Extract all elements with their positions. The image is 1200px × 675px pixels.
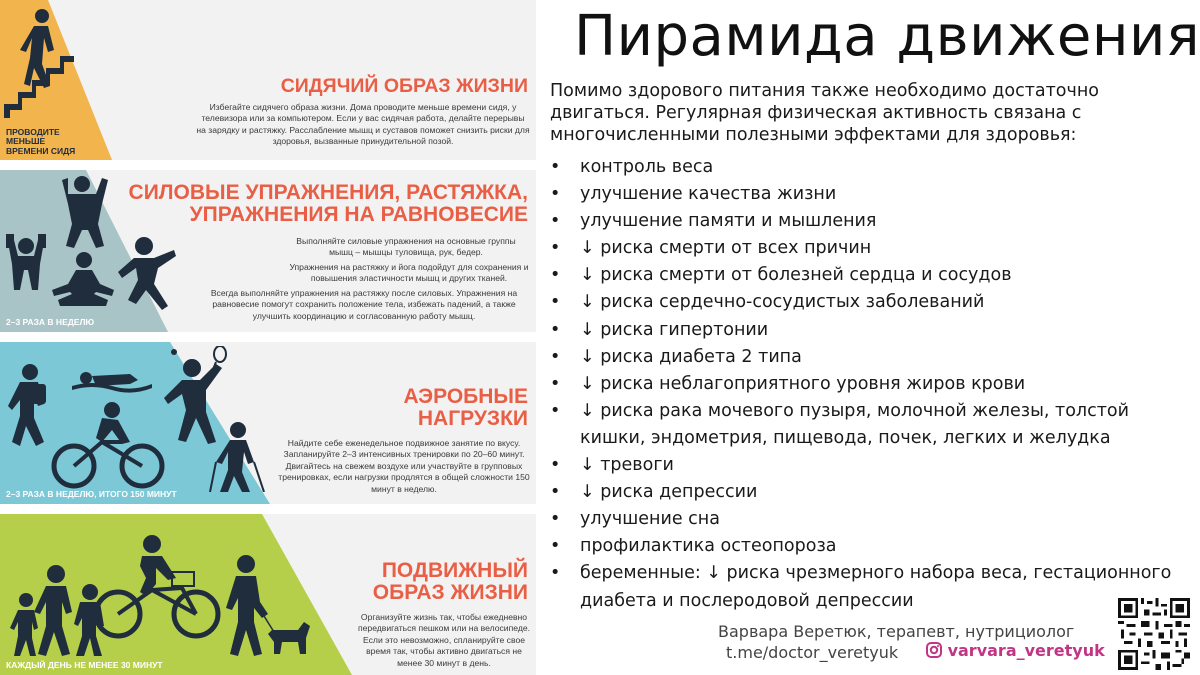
band3-title-line2: НАГРУЗКИ: [417, 407, 528, 431]
instagram-handle[interactable]: [926, 641, 1105, 660]
cyclist-with-basket-icon: [96, 535, 218, 636]
telegram-link[interactable]: t.me/doctor_veretyuk: [726, 643, 899, 662]
hiker-icon: [8, 364, 46, 446]
band2-title-line1: СИЛОВЫЕ УПРАЖНЕНИЯ, РАСТЯЖКА,: [128, 181, 528, 204]
list-item: • ↓ риска смерти от всех причин: [550, 235, 1190, 262]
instagram-icon: [926, 642, 942, 658]
list-item: • ↓ риска рака мочевого пузыря, молочной железы, толстой кишки, эндометрия, пищевода, почек, легких и желудка: [550, 398, 1190, 452]
dumbbell-person-icon: [6, 234, 46, 290]
pyramid-band-aerobic: [0, 342, 536, 504]
aerobic-figures: [2, 346, 274, 492]
band1-footer: ПРОВОДИТЕ МЕНЬШЕ ВРЕМЕНИ СИДЯ: [6, 126, 76, 157]
band2-description-2: Упражнения на растяжку и йога подойдут для сохранения и повышения эластичности мышц и других тканей.: [289, 262, 529, 284]
band2-description-3: Всегда выполняйте упражнения на растяжку после силовых. Упражнения на равновесие помогут сохранить положение тела, избежать падений, а также улучшить координацию и согласованную работу мышц.: [210, 288, 518, 321]
list-item: • ↓ тревоги: [550, 452, 1190, 479]
author-credit: Варвара Веретюк, терапевт, нутрициолог: [718, 622, 1075, 641]
list-item: • улучшение качества жизни: [550, 181, 1190, 208]
active-lifestyle-figures: [6, 522, 316, 658]
list-item: • улучшение сна: [550, 506, 1190, 533]
band2-description-1: Выполняйте силовые упражнения на основные группы мышц – мышцы туловища, рук, бедер.: [296, 236, 516, 258]
list-item: • профилактика остеопороза: [550, 533, 1190, 560]
list-item: • ↓ риска неблагоприятного уровня жиров крови: [550, 371, 1190, 398]
badminton-player-icon: [164, 359, 222, 444]
band1-title: СИДЯЧИЙ ОБРАЗ ЖИЗНИ: [280, 75, 528, 97]
cyclist-icon: [54, 402, 162, 486]
intro-paragraph: Помимо здорового питания также необходимо достаточно двигаться. Регулярная физическая активность связана с многочисленными полезными эффектами для здоровья:: [550, 81, 1099, 145]
band3-description: Найдите себе еженедельное подвижное занятие по вкусу. Запланируйте 2–3 интенсивных тренировки по 20–60 минут. Двигайтесь на свежем воздухе или участвуйте в групповых тренировках, если нагрузки продлятся в общей сложности 150 минут в неделю.: [278, 438, 530, 494]
list-item: • ↓ риска диабета 2 типа: [550, 344, 1190, 371]
list-item: • ↓ риска гипертонии: [550, 317, 1190, 344]
band4-title: [373, 560, 528, 604]
swimmer-icon: [72, 372, 152, 393]
band3-title: [404, 386, 528, 430]
band4-footer: КАЖДЫЙ ДЕНЬ НЕ МЕНЕЕ 30 МИНУТ: [6, 660, 163, 671]
dog-walker-icon: [226, 555, 310, 656]
list-item: • ↓ риска сердечно-сосудистых заболеваний: [550, 289, 1190, 316]
band4-title-line1: ПОДВИЖНЫЙ: [381, 559, 528, 582]
list-item: • ↓ риска депрессии: [550, 479, 1190, 506]
band4-description: Организуйте жизнь так, чтобы ежедневно передвигаться пешком или на велосипеде. Если это невозможно, спланируйте свое время так, чтобы активно двигаться не менее 30 минут в день.: [357, 612, 531, 668]
exercise-pyramid-infographic: [0, 0, 540, 675]
band3-footer: 2–3 РАЗА В НЕДЕЛЮ, ИТОГО 150 МИНУТ: [6, 489, 177, 500]
band2-footer: 2–3 РАЗА В НЕДЕЛЮ: [6, 317, 95, 328]
band3-title-line1: АЭРОБНЫЕ: [403, 385, 528, 408]
qr-code-icon[interactable]: [1118, 598, 1190, 670]
band1-description: Избегайте сидячего образа жизни. Дома проводите меньше времени сидя, у телевизора или за компьютером. Если у вас сидячая работа, делайте перерывы на зарядку и растяжку. Расслабление мышц и суставов поможет снизить риски для здоровья, вызванные принудительной позой.: [196, 102, 530, 147]
instagram-handle-text: varvara_veretyuk: [947, 641, 1105, 660]
list-item: • беременные: ↓ риска чрезмерного набора веса, гестационного диабета и послеродовой депрессии: [550, 560, 1190, 614]
band2-title: [129, 182, 528, 226]
stairs-climber-icon: [4, 8, 78, 120]
dancing-person-icon: [118, 237, 176, 310]
jumping-person-icon: [62, 176, 108, 248]
list-item: • улучшение памяти и мышления: [550, 208, 1190, 235]
text-panel: [546, 0, 1200, 675]
benefits-list: [550, 154, 1190, 615]
pyramid-band-active-lifestyle: [0, 514, 536, 675]
nordic-walker-icon: [216, 422, 254, 492]
walking-family-icon: [10, 565, 104, 656]
list-item: • контроль веса: [550, 154, 1190, 181]
yoga-person-icon: [52, 252, 114, 306]
band4-title-line2: ОБРАЗ ЖИЗНИ: [372, 581, 528, 605]
page-title: Пирамида движения: [574, 4, 1200, 69]
list-item: • ↓ риска смерти от болезней сердца и сосудов: [550, 262, 1190, 289]
pyramid-band-strength: [0, 170, 536, 332]
pyramid-band-sedentary: [0, 0, 536, 160]
band2-title-line2: УПРАЖНЕНИЯ НА РАВНОВЕСИЕ: [189, 203, 528, 227]
